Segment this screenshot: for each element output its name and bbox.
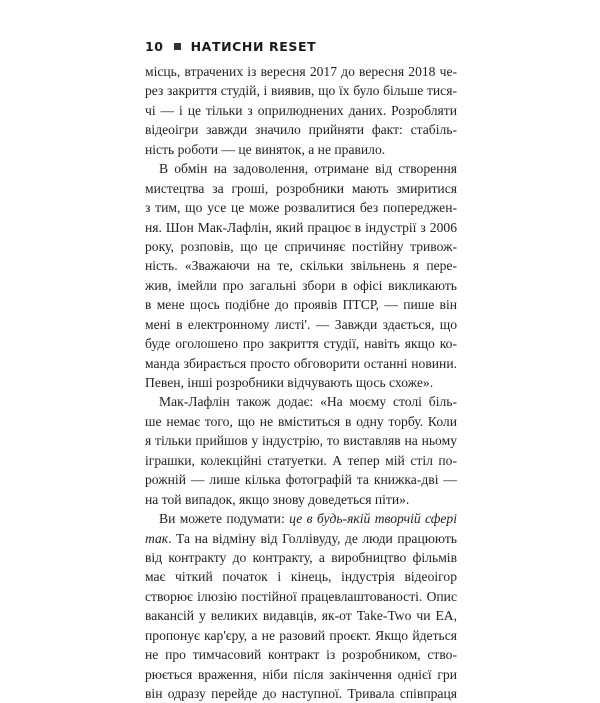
text-line: не про тимчасовий контракт із розробником, ство- bbox=[145, 647, 457, 663]
text-line: має чіткий початок і кінець, індустрія відеоігор bbox=[145, 569, 457, 585]
text-line: створює ілюзію постійної працевлаштованості. Опис bbox=[145, 588, 457, 604]
chapter-title: НАТИСНИ RESET bbox=[190, 39, 317, 54]
italic-span: так bbox=[145, 530, 169, 546]
text-line: жив, імейли про загальні збори в офісі викликають bbox=[145, 277, 457, 293]
text-line: ня. Шон Мак-Лафлін, який працює в індустрії з 2006 bbox=[145, 219, 457, 235]
page-number: 10 bbox=[145, 39, 164, 54]
text-line: відеоігри завжди значило прийняти факт: стабіль- bbox=[145, 122, 457, 138]
text-line: вакансій у великих видавців, як-от Take-Two чи EA, bbox=[145, 608, 457, 624]
text-line: ше немає того, що не вміститься в одну торбу. Коли bbox=[145, 413, 457, 429]
text-line: він одразу перейде до наступної. Тривала співпраця bbox=[145, 686, 457, 701]
text-line: ність. «Зважаючи на те, скільки звільнень я пере- bbox=[145, 258, 457, 274]
text-line: чі — і це тільки з оприлюднених даних. Розробляти bbox=[145, 102, 457, 118]
text-line: місць, втрачених із вересня 2017 до вересня 2018 че- bbox=[145, 64, 457, 79]
text-line bbox=[145, 509, 457, 528]
text-line: року, розповів, що це спричиняє постійну тривож- bbox=[145, 238, 457, 254]
text-line: рез закриття студій, і виявив, що їх було більше тися- bbox=[145, 83, 457, 99]
text-line: пропонує кар'єру, а не разовий проєкт. Якщо йдеться bbox=[145, 627, 457, 643]
text-line: я тільки прийшов у індустрію, то виставляв на ньому bbox=[145, 433, 457, 449]
text-line: манда збирається просто обговорити останні новини. bbox=[145, 355, 457, 371]
running-head bbox=[145, 39, 316, 54]
text-line: рожній — лише кілька фотографій та книжка-дві — bbox=[145, 472, 457, 488]
text-line bbox=[145, 529, 457, 548]
text-line: з тим, що усе це може розвалитися без попереджен- bbox=[145, 200, 457, 216]
text-span: . Та на відміну від Голлівуду, де люди працюють bbox=[168, 530, 457, 546]
text-line: мені в електронному листі'. — Завжди здається, що bbox=[145, 316, 457, 332]
text-line: Мак-Лафлін також додає: «На моєму столі біль- bbox=[159, 394, 457, 410]
italic-span: це в будь-якій творчій сфері bbox=[289, 511, 458, 527]
text-line: від контракту до контракту, а виробництво фільмів bbox=[145, 549, 457, 565]
text-line: мистецтва за гроші, розробники мають змиритися bbox=[145, 180, 457, 196]
text-line: в мене щось подібне до проявів ПТСР, — пише він bbox=[145, 297, 457, 313]
square-separator-icon bbox=[174, 43, 181, 50]
text-line: ність роботи — це виняток, а не правило. bbox=[145, 141, 386, 157]
text-span: Ви можете подумати: bbox=[159, 511, 290, 527]
text-line: іграшки, колекційні статуетки. А тепер мій стіл по- bbox=[145, 452, 457, 468]
text-line: рюється враження, ніби після закінчення однієї гри bbox=[145, 666, 457, 682]
text-line: на той випадок, якщо знову доведеться піти». bbox=[145, 491, 410, 507]
body-text bbox=[145, 62, 457, 703]
text-line: Певен, інші розробники відчувають щось схоже». bbox=[145, 375, 434, 390]
text-line: В обмін на задоволення, отримане від створення bbox=[159, 161, 457, 177]
text-line: буде оголошено про закриття студії, навіть якщо ко- bbox=[145, 336, 457, 352]
